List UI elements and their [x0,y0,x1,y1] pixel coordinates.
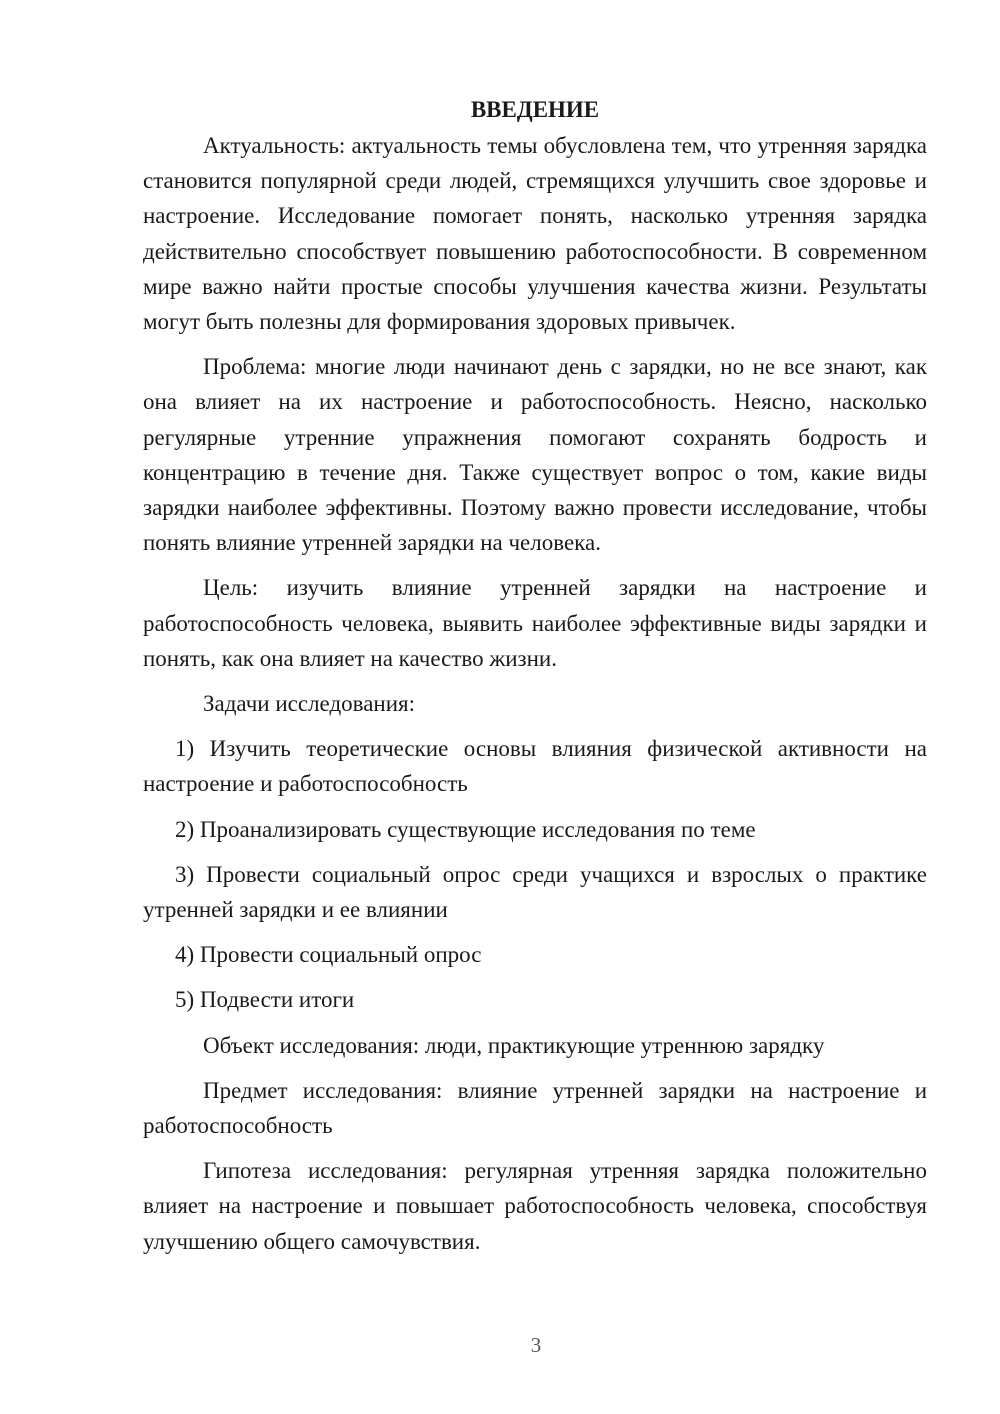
document-page [143,92,927,1269]
task-item: 3) Провести социальный опрос среди учащихся и взрослых о практике утренней зарядки и ее влиянии [143,861,927,923]
task-item: 4) Провести социальный опрос [175,942,482,968]
tasks-heading: Задачи исследования: [203,691,416,717]
page-number: 3 [530,1333,542,1357]
task-item: 1) Изучить теоретические основы влияния физической активности на настроение и работоспособность [143,736,927,797]
object-paragraph: Объект исследования: люди, практикующие утреннюю зарядку [203,1032,825,1058]
relevance-paragraph: Актуальность: актуальность темы обусловлена тем, что утренняя зарядка становится популярной среди людей, стремящихся улучшить свое здоровье и настроение. Исследование помогает понять, насколько утренняя зарядка действительно способствует повышению работоспособности. В современном мире важно найти простые способы улучшения качества жизни. Результаты могут быть полезны для формирования здоровых привычек. [143,133,927,335]
section-title: ВВЕДЕНИЕ [470,97,600,122]
task-item: 2) Проанализировать существующие исследования по теме [175,816,756,842]
problem-paragraph: Проблема: многие люди начинают день с зарядки, но не все знают, как она влияет на их настроение и работоспособность. Неясно, насколько регулярные утренние упражнения помогают сохранять бодрость и концентрацию в течение дня. Также существует вопрос о том, какие виды зарядки наиболее эффективны. Поэтому важно провести исследование, чтобы понять влияние утренней зарядки на человека. [143,354,927,556]
task-item: 5) Подвести итоги [175,987,355,1013]
hypothesis-paragraph: Гипотеза исследования: регулярная утренняя зарядка положительно влияет на настроение и повышает работоспособность человека, способствуя улучшению общего самочувствия. [143,1158,927,1254]
goal-paragraph: Цель: изучить влияние утренней зарядки на настроение и работоспособность человека, выявить наиболее эффективные виды зарядки и понять, как она влияет на качество жизни. [143,575,927,671]
subject-paragraph: Предмет исследования: влияние утренней зарядки на настроение и работоспособность [143,1077,927,1139]
tasks-list [143,731,927,1017]
